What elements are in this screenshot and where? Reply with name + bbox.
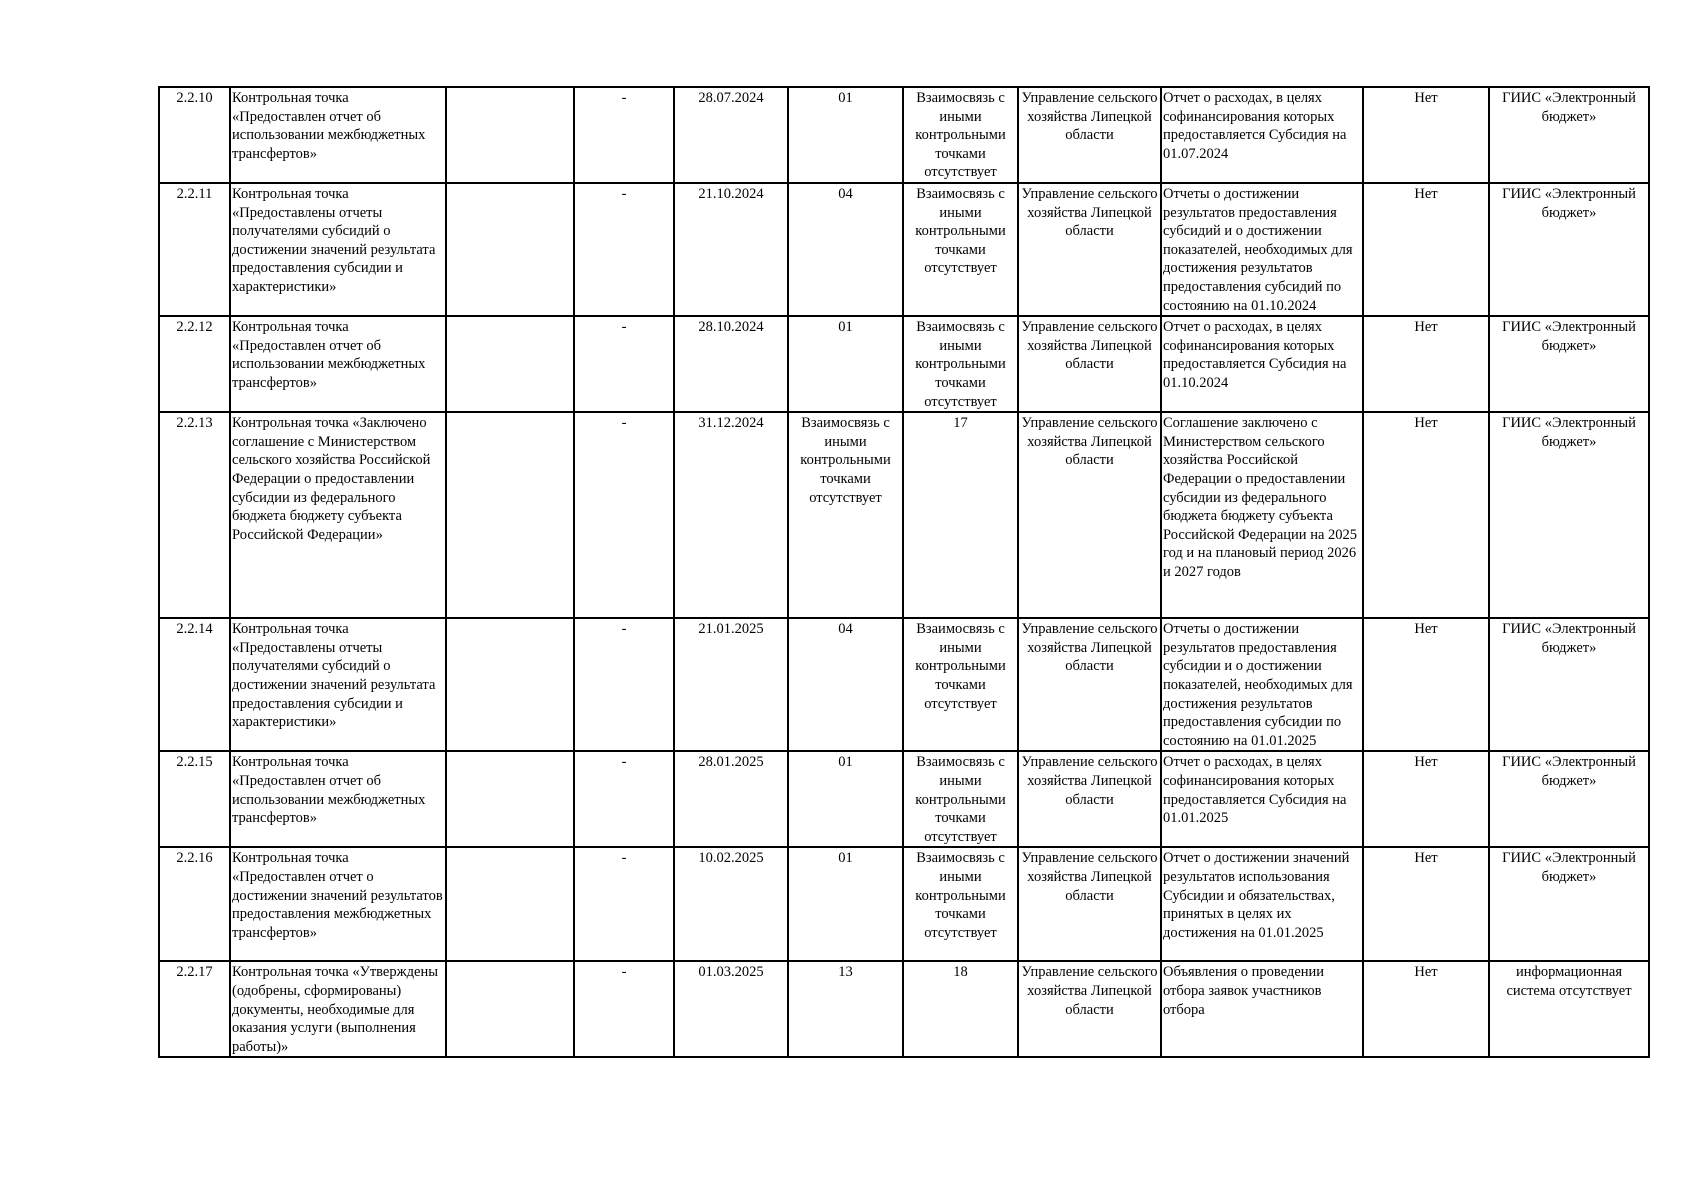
dash-cell: - (574, 961, 674, 1057)
control-point-name: Контрольная точка «Утверждены (одобрены, сформированы) документы, необходимые для оказания услуги (выполнения работы)» (230, 961, 446, 1057)
responsible-body: Управление сельского хозяйства Липецкой области (1018, 183, 1161, 316)
deadline-date: 28.07.2024 (674, 87, 788, 183)
control-point-name: Контрольная точка «Предоставлен отчет об использовании межбюджетных трансфертов» (230, 87, 446, 183)
information-system: ГИИС «Электронный бюджет» (1489, 847, 1649, 961)
table-body (159, 87, 1649, 1057)
flag-cell: Нет (1363, 316, 1489, 412)
result-document: Отчет о достижении значений результатов использования Субсидии и обязательствах, принятых в целях их достижения на 01.01.2025 (1161, 847, 1363, 961)
deadline-date: 21.10.2024 (674, 183, 788, 316)
table-row (159, 87, 1649, 183)
information-system: ГИИС «Электронный бюджет» (1489, 751, 1649, 847)
control-point-name: Контрольная точка «Предоставлен отчет об использовании межбюджетных трансфертов» (230, 316, 446, 412)
row-number: 2.2.11 (159, 183, 230, 316)
dash-cell: - (574, 618, 674, 751)
responsible-body: Управление сельского хозяйства Липецкой области (1018, 87, 1161, 183)
deadline-date: 31.12.2024 (674, 412, 788, 618)
row-number: 2.2.12 (159, 316, 230, 412)
responsible-body: Управление сельского хозяйства Липецкой области (1018, 961, 1161, 1057)
successor-cell: Взаимосвязь с иными контрольными точками отсутствует (903, 87, 1018, 183)
dash-cell: - (574, 412, 674, 618)
flag-cell: Нет (1363, 87, 1489, 183)
deadline-date: 01.03.2025 (674, 961, 788, 1057)
empty-cell (446, 183, 574, 316)
dash-cell: - (574, 751, 674, 847)
flag-cell: Нет (1363, 847, 1489, 961)
information-system: ГИИС «Электронный бюджет» (1489, 87, 1649, 183)
empty-cell (446, 412, 574, 618)
row-number: 2.2.13 (159, 412, 230, 618)
control-points-table (158, 86, 1650, 1058)
responsible-body: Управление сельского хозяйства Липецкой области (1018, 412, 1161, 618)
empty-cell (446, 961, 574, 1057)
table-row (159, 618, 1649, 751)
result-document: Отчеты о достижении результатов предоставления субсидии и о достижении показателей, необходимых для достижения результатов предоставления субсидии по состоянию на 01.01.2025 (1161, 618, 1363, 751)
result-document: Отчет о расходах, в целях софинансирования которых предоставляется Субсидия на 01.01.2025 (1161, 751, 1363, 847)
information-system: информационная система отсутствует (1489, 961, 1649, 1057)
row-number: 2.2.10 (159, 87, 230, 183)
deadline-date: 28.01.2025 (674, 751, 788, 847)
predecessor-cell: Взаимосвязь с иными контрольными точками отсутствует (788, 412, 903, 618)
row-number: 2.2.14 (159, 618, 230, 751)
predecessor-cell: 01 (788, 847, 903, 961)
flag-cell: Нет (1363, 412, 1489, 618)
result-document: Соглашение заключено с Министерством сельского хозяйства Российской Федерации о предоставлении субсидии из федерального бюджета бюджету субъекта Российской Федерации на 2025 год и на плановый период 2026 и 2027 годов (1161, 412, 1363, 618)
successor-cell: 18 (903, 961, 1018, 1057)
row-number: 2.2.16 (159, 847, 230, 961)
result-document: Отчет о расходах, в целях софинансирования которых предоставляется Субсидия на 01.10.2024 (1161, 316, 1363, 412)
control-point-name: Контрольная точка «Предоставлены отчеты получателями субсидий о достижении значений результата предоставления субсидии и характеристики» (230, 618, 446, 751)
deadline-date: 10.02.2025 (674, 847, 788, 961)
control-point-name: Контрольная точка «Предоставлен отчет об использовании межбюджетных трансфертов» (230, 751, 446, 847)
predecessor-cell: 01 (788, 87, 903, 183)
result-document: Отчеты о достижении результатов предоставления субсидий и о достижении показателей, необходимых для достижения результатов предоставления субсидий по состоянию на 01.10.2024 (1161, 183, 1363, 316)
predecessor-cell: 04 (788, 183, 903, 316)
information-system: ГИИС «Электронный бюджет» (1489, 618, 1649, 751)
successor-cell: Взаимосвязь с иными контрольными точками отсутствует (903, 847, 1018, 961)
table-row (159, 183, 1649, 316)
table-row (159, 316, 1649, 412)
dash-cell: - (574, 316, 674, 412)
predecessor-cell: 01 (788, 751, 903, 847)
responsible-body: Управление сельского хозяйства Липецкой области (1018, 847, 1161, 961)
dash-cell: - (574, 847, 674, 961)
deadline-date: 21.01.2025 (674, 618, 788, 751)
empty-cell (446, 751, 574, 847)
control-point-name: Контрольная точка «Заключено соглашение с Министерством сельского хозяйства Российской Федерации о предоставлении субсидии из федерального бюджета бюджету субъекта Российской Федерации» (230, 412, 446, 618)
predecessor-cell: 13 (788, 961, 903, 1057)
flag-cell: Нет (1363, 751, 1489, 847)
information-system: ГИИС «Электронный бюджет» (1489, 183, 1649, 316)
responsible-body: Управление сельского хозяйства Липецкой области (1018, 618, 1161, 751)
empty-cell (446, 618, 574, 751)
successor-cell: Взаимосвязь с иными контрольными точками отсутствует (903, 618, 1018, 751)
empty-cell (446, 87, 574, 183)
predecessor-cell: 04 (788, 618, 903, 751)
deadline-date: 28.10.2024 (674, 316, 788, 412)
dash-cell: - (574, 183, 674, 316)
flag-cell: Нет (1363, 961, 1489, 1057)
responsible-body: Управление сельского хозяйства Липецкой области (1018, 316, 1161, 412)
flag-cell: Нет (1363, 183, 1489, 316)
information-system: ГИИС «Электронный бюджет» (1489, 412, 1649, 618)
successor-cell: Взаимосвязь с иными контрольными точками отсутствует (903, 751, 1018, 847)
empty-cell (446, 847, 574, 961)
empty-cell (446, 316, 574, 412)
table-row (159, 847, 1649, 961)
successor-cell: Взаимосвязь с иными контрольными точками отсутствует (903, 183, 1018, 316)
table-row (159, 751, 1649, 847)
row-number: 2.2.17 (159, 961, 230, 1057)
result-document: Объявления о проведении отбора заявок участников отбора (1161, 961, 1363, 1057)
result-document: Отчет о расходах, в целях софинансирования которых предоставляется Субсидия на 01.07.2024 (1161, 87, 1363, 183)
control-point-name: Контрольная точка «Предоставлены отчеты получателями субсидий о достижении значений результата предоставления субсидии и характеристики» (230, 183, 446, 316)
information-system: ГИИС «Электронный бюджет» (1489, 316, 1649, 412)
table-row (159, 412, 1649, 618)
dash-cell: - (574, 87, 674, 183)
responsible-body: Управление сельского хозяйства Липецкой области (1018, 751, 1161, 847)
table-row (159, 961, 1649, 1057)
predecessor-cell: 01 (788, 316, 903, 412)
control-point-name: Контрольная точка «Предоставлен отчет о достижении значений результатов предоставления межбюджетных трансфертов» (230, 847, 446, 961)
row-number: 2.2.15 (159, 751, 230, 847)
successor-cell: Взаимосвязь с иными контрольными точками отсутствует (903, 316, 1018, 412)
flag-cell: Нет (1363, 618, 1489, 751)
successor-cell: 17 (903, 412, 1018, 618)
